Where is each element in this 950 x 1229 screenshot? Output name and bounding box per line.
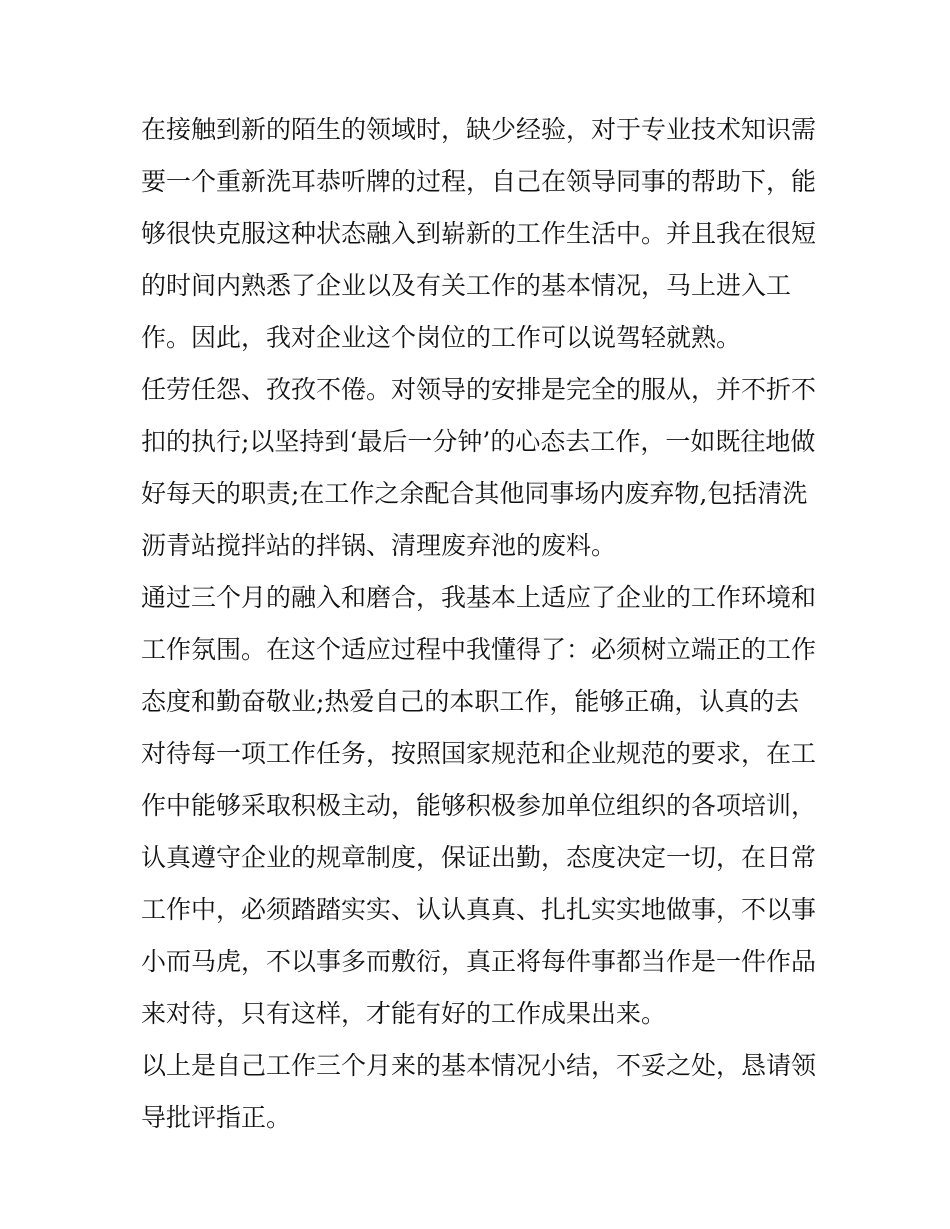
text-line: 态度和勤奋敬业;热爱自己的本职工作，能够正确，认真的去 (141, 687, 800, 716)
text-line: 好每天的职责;在工作之余配合其他同事场内废弃物,包括清洗 (141, 479, 808, 508)
text-line: 作中能够采取积极主动，能够积极参加单位组织的各项培训， (141, 791, 817, 820)
text-line: 来对待，只有这样，才能有好的工作成果出来。 (141, 999, 667, 1028)
text-line: 工作氛围。在这个适应过程中我懂得了：必须树立端正的工作 (141, 635, 817, 664)
text-line: 导批评指正。 (141, 1103, 292, 1132)
text-line: 工作中，必须踏踏实实、认认真真、扎扎实实地做事，不以事 (141, 895, 817, 924)
document-body (141, 104, 821, 1144)
text-line: 认真遵守企业的规章制度，保证出勤，态度决定一切，在日常 (141, 843, 817, 872)
text-line: 要一个重新洗耳恭听牌的过程，自己在领导同事的帮助下，能 (141, 167, 817, 196)
text-line: 沥青站搅拌站的拌锅、清理废弃池的废料。 (141, 531, 617, 560)
text-line: 扣的执行;以坚持到‘最后一分钟’的心态去工作，一如既往地做 (141, 427, 816, 456)
text-line: 小而马虎，不以事多而敷衍，真正将每件事都当作是一件作品 (141, 947, 817, 976)
text-line: 通过三个月的融入和磨合，我基本上适应了企业的工作环境和 (141, 583, 817, 612)
text-line: 够很快克服这种状态融入到崭新的工作生活中。并且我在很短 (141, 219, 817, 248)
text-line: 以上是自己工作三个月来的基本情况小结，不妥之处，恳请领 (141, 1051, 817, 1080)
text-line: 任劳任怨、孜孜不倦。对领导的安排是完全的服从，并不折不 (141, 375, 817, 404)
text-line: 在接触到新的陌生的领域时，缺少经验，对于专业技术知识需 (141, 115, 817, 144)
text-line: 作。因此，我对企业这个岗位的工作可以说驾轻就熟。 (141, 323, 742, 352)
text-line: 对待每一项工作任务，按照国家规范和企业规范的要求，在工 (141, 739, 817, 768)
text-line: 的时间内熟悉了企业以及有关工作的基本情况，马上进入工 (141, 271, 792, 300)
